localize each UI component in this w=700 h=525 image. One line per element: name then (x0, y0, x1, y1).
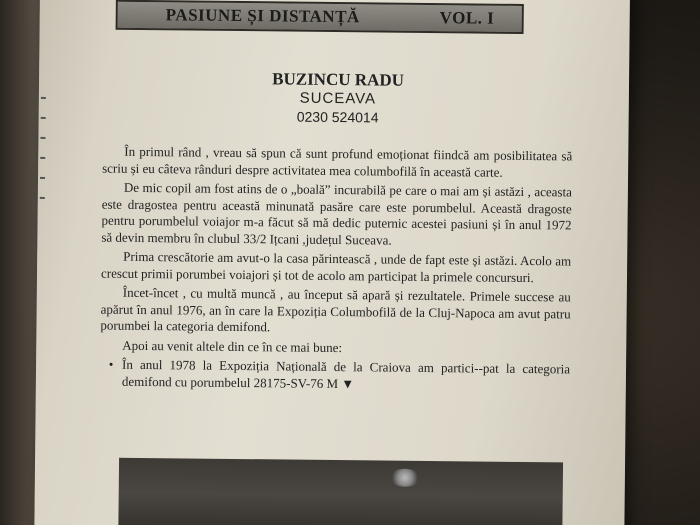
volume-label: VOL. I (439, 8, 495, 28)
bullet-icon: • (108, 356, 114, 372)
list-item (100, 357, 570, 395)
photo-placeholder (118, 458, 563, 525)
paragraph: În primul rând , vreau să spun că sunt profund emoționat fiindcă am posibilitatea să scriu și eu câteva rânduri despre activitatea mea columbofilă în această carte. (102, 143, 573, 180)
article-body (100, 144, 573, 395)
header-banner (116, 0, 524, 34)
book-page (34, 0, 630, 525)
book-title: PASIUNE ȘI DISTANȚĂ (165, 5, 360, 27)
article (100, 68, 573, 395)
paragraph: Apoi au venit altele din ce în ce mai bune: (122, 337, 343, 355)
author-name: BUZINCU RADU (272, 69, 405, 90)
list-item-text: În anul 1978 la Expoziția Națională de la Craiova am partici--pat la categoria demifond cu porumbelul 28175-SV-76 M ▼ (121, 356, 571, 391)
photo-highlight (389, 469, 421, 487)
author-city: SUCEAVA (299, 89, 377, 108)
paragraph: Prima crescătorie am avut-o la casa părintească , unde de fapt este și astăzi. Acolo am crescut primii porumbei voiajori și tot de acolo am participat la primele concursuri. (100, 248, 572, 285)
paragraph: De mic copil am fost atins de o „boală” incurabilă pe care o mai am și astăzi , aceasta este dragostea pentru această minunată pasăre care este porumbelul. Această dragoste pentru porumbelul voiajor m-a făcut să mă dedic puternic acestei pasiuni și în anul 1972 să devin membru în clubul 33/2 Ițcani ,județul Suceava. (101, 179, 572, 248)
author-phone: 0230 524014 (296, 108, 379, 126)
paragraph: Încet-încet , cu multă muncă , au început să apară și rezultatele. Primele succese au apărut în anul 1976, an în care la Expoziția Columbofilă de la Cluj-Napoca am avut patru porumbei la categoria demifond. (100, 284, 571, 335)
page-edge-marks (39, 97, 49, 257)
